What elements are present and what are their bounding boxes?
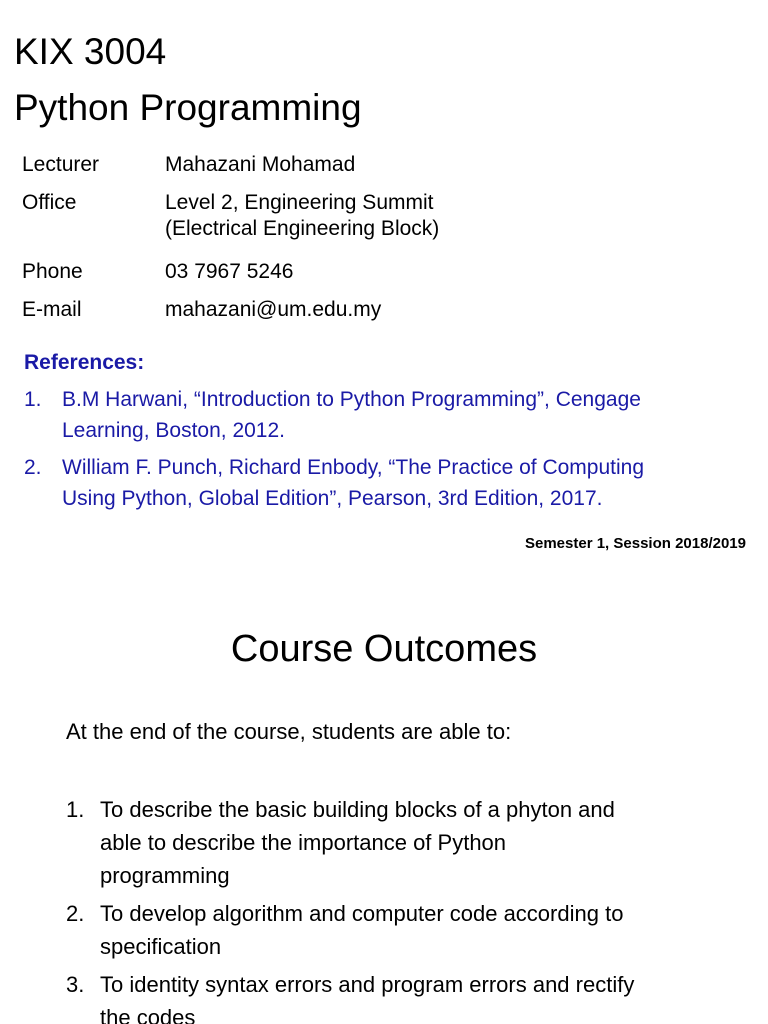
course-code: KIX 3004	[14, 31, 167, 72]
email-value: mahazani@um.edu.my	[165, 298, 382, 321]
outcome-line: the codes	[100, 1005, 196, 1024]
reference-number: 2.	[24, 456, 42, 479]
outcome-number: 2.	[66, 901, 85, 926]
outcome-line: programming	[100, 863, 230, 888]
outcome-line: specification	[100, 934, 222, 959]
email-label: E-mail	[22, 298, 82, 321]
outcomes-title: Course Outcomes	[230, 628, 538, 670]
reference-line: William F. Punch, Richard Enbody, “The Practice of Computing	[62, 456, 645, 479]
outcome-line: To describe the basic building blocks of a phyton and	[100, 797, 615, 822]
phone-label: Phone	[22, 260, 83, 283]
lecturer-value: Mahazani Mohamad	[165, 153, 356, 176]
office-value-line1: Level 2, Engineering Summit	[165, 191, 434, 214]
outcome-line: able to describe the importance of Python	[100, 830, 507, 855]
reference-line: B.M Harwani, “Introduction to Python Programming”, Cengage	[62, 388, 641, 411]
phone-value: 03 7967 5246	[165, 260, 294, 283]
course-outcomes-slide	[0, 575, 768, 1024]
outcome-line: To develop algorithm and computer code according to	[100, 901, 624, 926]
office-label: Office	[22, 191, 77, 214]
reference-line: Learning, Boston, 2012.	[62, 419, 286, 442]
outcome-number: 3.	[66, 972, 85, 997]
reference-line: Using Python, Global Edition”, Pearson, 3rd Edition, 2017.	[62, 487, 603, 510]
reference-number: 1.	[24, 388, 42, 411]
outcome-number: 1.	[66, 797, 85, 822]
lecturer-label: Lecturer	[22, 153, 100, 176]
outcomes-intro: At the end of the course, students are able to:	[66, 719, 512, 744]
course-title: Python Programming	[14, 87, 362, 128]
semester-label: Semester 1, Session 2018/2019	[525, 535, 746, 552]
references-heading: References:	[24, 351, 145, 374]
office-value-line2: (Electrical Engineering Block)	[165, 217, 440, 240]
outcome-line: To identity syntax errors and program errors and rectify	[100, 972, 635, 997]
